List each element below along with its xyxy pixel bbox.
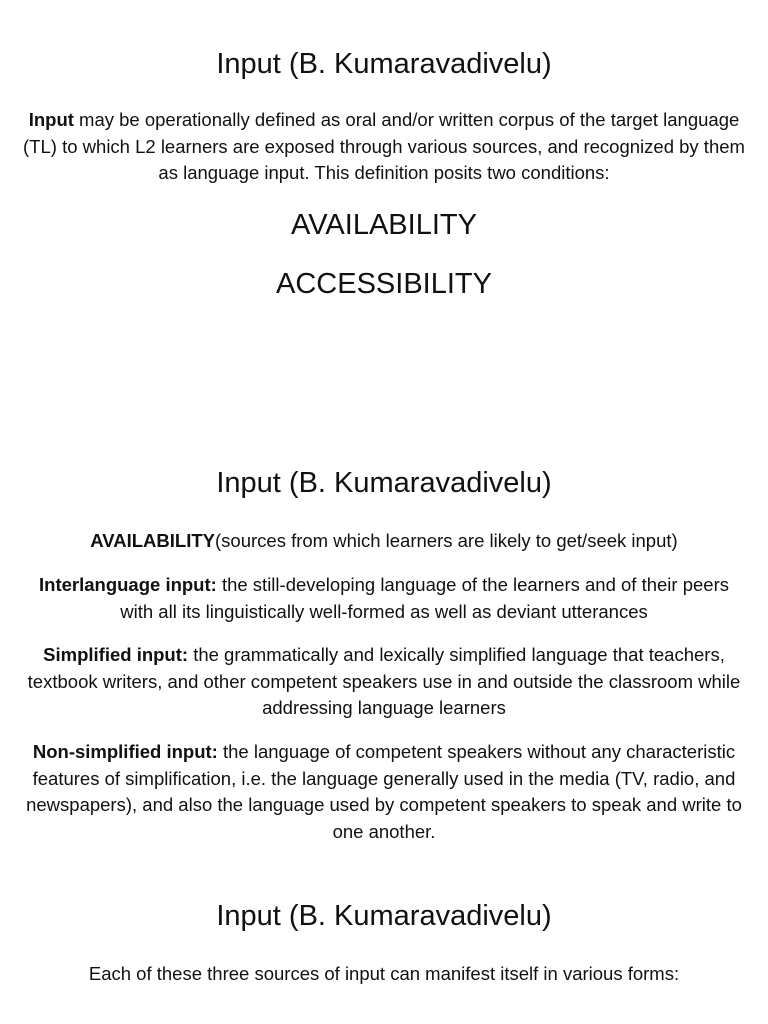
interlanguage-input-item <box>20 572 748 625</box>
availability-heading <box>20 528 748 555</box>
simplified-input-term: Simplified input: <box>43 644 189 665</box>
availability-text: (sources from which learners are likely to get/seek input) <box>215 530 678 551</box>
non-simplified-input-item <box>20 739 748 845</box>
simplified-input-text: the grammatically and lexically simplified language that teachers, textbook writers, and other competent speakers use in and outside the classroom while addressing language learners <box>27 644 741 718</box>
interlanguage-input-text: the still-developing language of the learners and of their peers with all its linguistically well-formed as well as deviant utterances <box>120 574 729 622</box>
input-definition-text: may be operationally defined as oral and/or written corpus of the target language (TL) to which L2 learners are exposed through various sources, and recognized by them as language input. This definition posits two conditions: <box>23 109 745 183</box>
non-simplified-input-term: Non-simplified input: <box>32 741 218 762</box>
interlanguage-input-term: Interlanguage input: <box>39 574 217 595</box>
input-definition <box>20 107 748 187</box>
simplified-input-item <box>20 642 748 722</box>
forms-intro: Each of these three sources of input can manifest itself in various forms: <box>88 963 680 984</box>
slide-1-title: Input (B. Kumaravadivelu) <box>216 48 552 80</box>
input-definition-term: Input <box>28 109 74 130</box>
availability-term: AVAILABILITY <box>90 530 215 551</box>
condition-accessibility: ACCESSIBILITY <box>276 268 492 300</box>
condition-availability: AVAILABILITY <box>291 209 477 241</box>
slide-2-title: Input (B. Kumaravadivelu) <box>216 467 552 499</box>
non-simplified-input-text: the language of competent speakers without any characteristic features of simplification, i.e. the language generally used in the media (TV, radio, and newspapers), and also the language used by competent speakers to speak and write to one another. <box>26 741 742 842</box>
slide-3-title: Input (B. Kumaravadivelu) <box>216 900 552 932</box>
